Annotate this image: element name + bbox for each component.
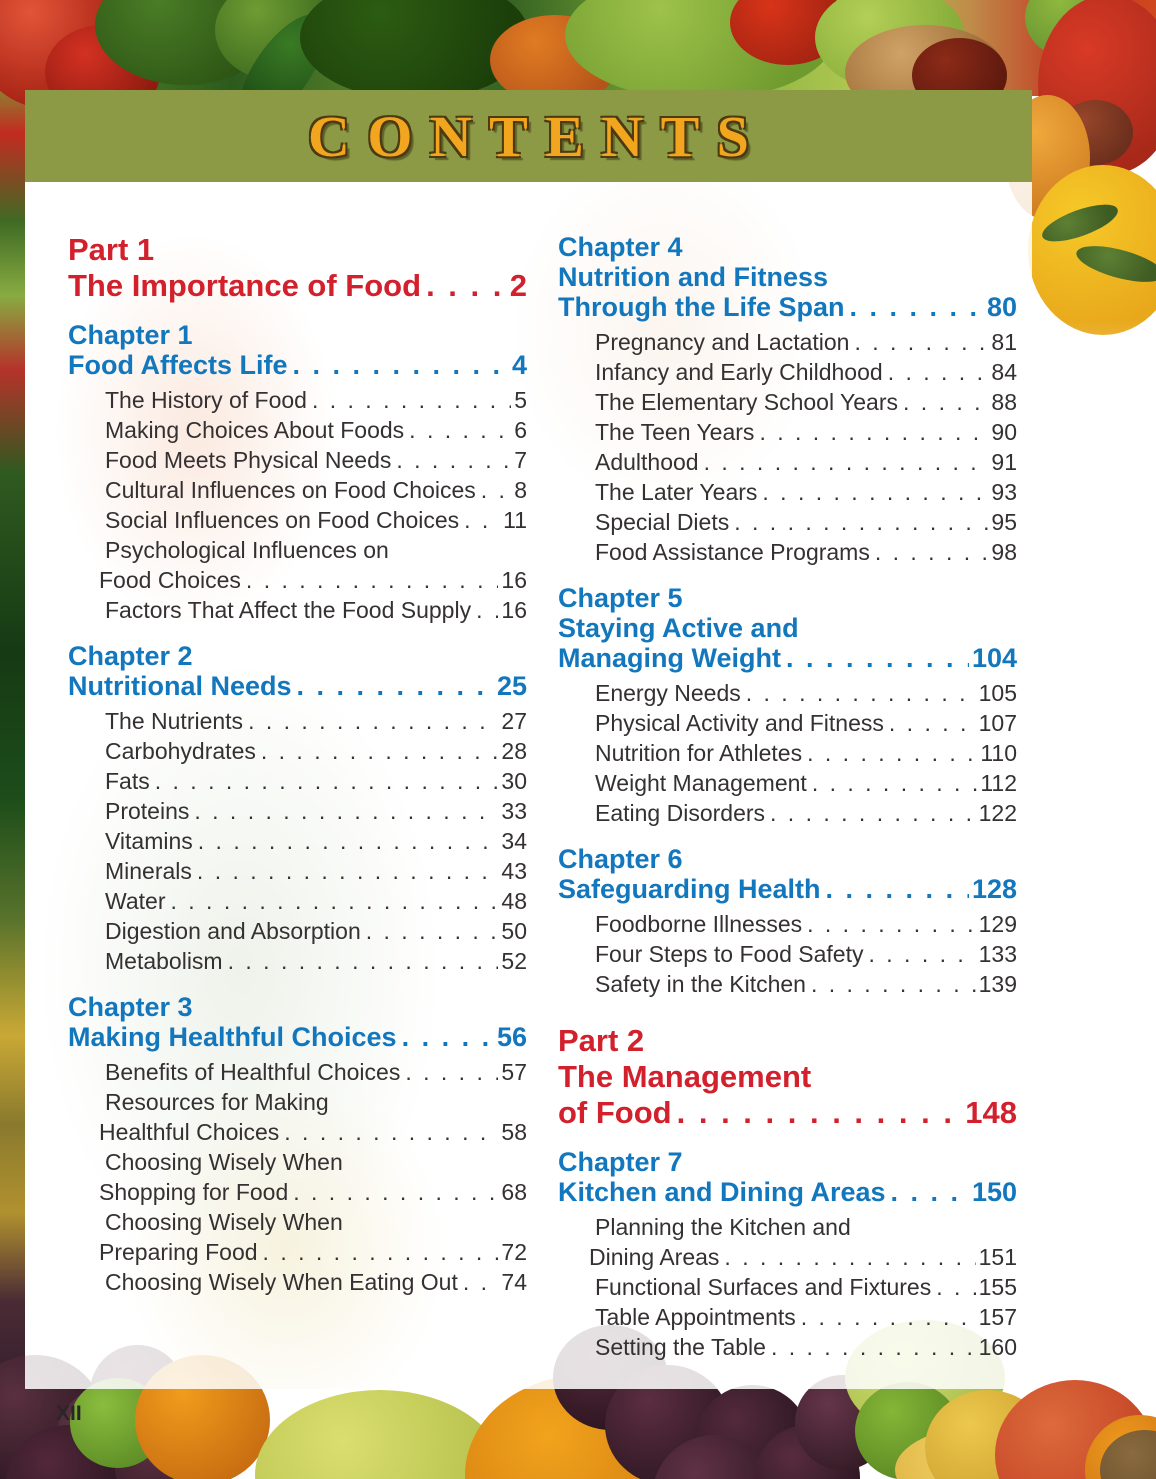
chapter-heading-page: 80 (986, 292, 1017, 322)
chapter-heading-line: Chapter 4 (558, 232, 683, 262)
toc-entry (68, 736, 527, 766)
toc-entry-label: Table Appointments (595, 1304, 796, 1330)
toc-entry-page: 84 (991, 359, 1017, 385)
toc-entry (68, 1267, 527, 1297)
toc-entry (68, 505, 527, 535)
toc-entry-label: The Later Years (595, 479, 758, 505)
toc-entry (68, 856, 527, 886)
toc-entry-label: Proteins (105, 798, 190, 824)
toc-entry (68, 1057, 527, 1087)
toc-entry (68, 475, 527, 505)
dot-leader (704, 447, 989, 477)
toc-entry (558, 678, 1017, 708)
toc-entry (68, 736, 527, 766)
chapter-block (68, 320, 527, 625)
toc-entry (558, 969, 1017, 999)
toc-entry-line: Resources for Making (105, 1089, 329, 1115)
toc-entry-page: 74 (501, 1269, 527, 1295)
chapter-heading-page: 4 (511, 350, 527, 380)
toc-entry-label: Choosing Wisely When Eating Out (105, 1269, 458, 1295)
dot-leader (246, 565, 498, 595)
toc-entry-label: The History of Food (105, 387, 307, 413)
toc-entry (68, 415, 527, 445)
toc-entry-line: Choosing Wisely When (105, 1149, 343, 1175)
toc-entry-page: 157 (978, 1304, 1017, 1330)
dot-leader (248, 706, 498, 736)
toc-entry (68, 706, 527, 736)
chapter-block (558, 583, 1017, 828)
toc-entry (558, 477, 1017, 507)
dot-leader (677, 1095, 963, 1131)
toc-entry (558, 507, 1017, 537)
dot-leader (171, 886, 499, 916)
toc-entry (68, 886, 527, 916)
toc-entry-page: 58 (501, 1119, 527, 1145)
toc-entry (68, 505, 527, 535)
toc-entry-label: Food Choices (99, 567, 241, 593)
toc-entry (68, 916, 527, 946)
toc-entry (558, 939, 1017, 969)
toc-entry-label: Digestion and Absorption (105, 918, 361, 944)
toc-entry (558, 1242, 1017, 1272)
toc-entry-label: Setting the Table (595, 1334, 766, 1360)
toc-entry-label: Cultural Influences on Food Choices (105, 477, 476, 503)
dot-leader (771, 1332, 976, 1362)
dot-leader (261, 736, 499, 766)
toc-entry-page: 110 (980, 740, 1017, 766)
dot-leader (762, 477, 988, 507)
part-block (68, 232, 527, 304)
toc-entry (68, 1057, 527, 1087)
toc-entry-label: Preparing Food (99, 1239, 258, 1265)
chapter-heading-line: Staying Active and (558, 613, 799, 643)
toc-entry (68, 415, 527, 445)
dot-leader (194, 796, 498, 826)
toc-entry (68, 916, 527, 946)
toc-entry-page: 112 (980, 770, 1017, 796)
toc-entry-label: The Nutrients (105, 708, 244, 734)
chapter-heading-page: 56 (496, 1022, 527, 1052)
part-heading-page: 2 (509, 268, 527, 303)
toc-entry-label: Four Steps to Food Safety (595, 941, 864, 967)
toc-entry-label: Shopping for Food (99, 1179, 289, 1205)
dot-leader (786, 643, 969, 673)
toc-entry-page: 33 (501, 798, 527, 824)
toc-entry (558, 738, 1017, 768)
toc-entry-page: 107 (978, 710, 1017, 736)
toc-entry-page: 155 (978, 1274, 1017, 1300)
toc-entry (558, 357, 1017, 387)
toc-entries (68, 706, 527, 976)
toc-entry (68, 595, 527, 625)
toc-entry (558, 909, 1017, 939)
toc-entry (68, 856, 527, 886)
chapter-heading-label: Managing Weight (558, 643, 781, 673)
toc-entry (558, 708, 1017, 738)
toc-entry (558, 1332, 1017, 1362)
dot-leader (366, 916, 499, 946)
toc-entry (68, 796, 527, 826)
part-heading-line: The Management (558, 1059, 812, 1094)
dot-leader (807, 909, 976, 939)
toc-entry (558, 798, 1017, 828)
dot-leader (155, 766, 499, 796)
contents-banner (25, 90, 1032, 182)
toc-entry (68, 826, 527, 856)
dot-leader (903, 387, 988, 417)
toc-entries (68, 385, 527, 625)
toc-entry (68, 475, 527, 505)
part-heading-label: The Importance of Food (68, 268, 422, 303)
chapter-heading-page: 104 (971, 643, 1017, 673)
toc-entry-label: Safety in the Kitchen (595, 971, 806, 997)
toc-entry (558, 738, 1017, 768)
toc-entry (558, 1302, 1017, 1332)
dot-leader (197, 856, 498, 886)
dot-leader (396, 445, 511, 475)
toc-entry (68, 1207, 527, 1267)
chapter-heading-page: 25 (496, 671, 527, 701)
toc-entry-label: Water (105, 888, 166, 914)
toc-entry-page: 30 (501, 768, 527, 794)
toc-entry (558, 768, 1017, 798)
toc-entry-page: 98 (991, 539, 1017, 565)
chapter-heading-line: Nutrition and Fitness (558, 262, 828, 292)
toc-entry (558, 969, 1017, 999)
toc-entry (68, 886, 527, 916)
dot-leader (849, 292, 983, 322)
toc-column-right (558, 232, 1017, 1362)
toc-entry (68, 385, 527, 415)
toc-entry-label: Dining Areas (589, 1244, 720, 1270)
dot-leader (263, 1237, 499, 1267)
toc-entry-line: Choosing Wisely When (105, 1209, 343, 1235)
dot-leader (854, 327, 988, 357)
toc-entry-page: 133 (978, 941, 1017, 967)
toc-entry (68, 385, 527, 415)
toc-entry-label: The Teen Years (595, 419, 755, 445)
toc-entry (68, 1147, 527, 1207)
dot-leader (426, 268, 507, 304)
toc-entry-page: 6 (514, 417, 527, 443)
toc-entry-label: Weight Management (595, 770, 807, 796)
toc-entries (558, 327, 1017, 567)
dot-leader (889, 708, 976, 738)
dot-leader (807, 738, 977, 768)
toc-entries (558, 909, 1017, 999)
toc-column-left (68, 232, 527, 1362)
chapter-heading (68, 350, 527, 380)
page-title: CONTENTS (308, 103, 767, 169)
toc-entry-page: 90 (991, 419, 1017, 445)
chapter-heading (558, 292, 1017, 322)
toc-entry-label: Adulthood (595, 449, 699, 475)
toc-entry-page: 95 (991, 509, 1017, 535)
toc-entry-page: 8 (514, 477, 527, 503)
toc-entry (68, 1177, 527, 1207)
dot-leader (198, 826, 499, 856)
toc-entry-page: 122 (978, 800, 1017, 826)
toc-entry-page: 34 (501, 828, 527, 854)
dot-leader (801, 1302, 976, 1332)
toc-entry (558, 387, 1017, 417)
toc-entry-line: Psychological Influences on (105, 537, 389, 563)
dot-leader (812, 768, 978, 798)
page-number: XII (56, 1402, 82, 1425)
toc-entry (558, 1302, 1017, 1332)
toc-entry (558, 708, 1017, 738)
toc-entry (558, 798, 1017, 828)
toc-entry (68, 766, 527, 796)
toc-entry-label: Energy Needs (595, 680, 741, 706)
chapter-heading-label: Making Healthful Choices (68, 1022, 397, 1052)
toc-entry-page: 7 (514, 447, 527, 473)
dot-leader (936, 1272, 975, 1302)
toc-entry-label: Functional Surfaces and Fixtures (595, 1274, 932, 1300)
toc-entry-label: Metabolism (105, 948, 223, 974)
dot-leader (293, 1177, 498, 1207)
dot-leader (724, 1242, 975, 1272)
toc-entry (558, 537, 1017, 567)
toc-entry (558, 909, 1017, 939)
chapter-heading (68, 671, 527, 701)
toc-entry-page: 88 (991, 389, 1017, 415)
toc-entry (558, 357, 1017, 387)
toc-entry-page: 68 (501, 1179, 527, 1205)
toc-entries (558, 678, 1017, 828)
dot-leader (770, 798, 976, 828)
dot-leader (481, 475, 511, 505)
toc-entry-page: 43 (501, 858, 527, 884)
dot-leader (284, 1117, 498, 1147)
part-heading-line: Part 1 (68, 232, 155, 267)
left-photo-border (0, 0, 25, 1479)
toc-entries (558, 1212, 1017, 1362)
dot-leader (875, 537, 989, 567)
toc-entry (68, 445, 527, 475)
toc-entry-page: 48 (501, 888, 527, 914)
toc-entry-label: Physical Activity and Fitness (595, 710, 884, 736)
toc-entry-line: Planning the Kitchen and (595, 1214, 851, 1240)
toc-entry-page: 16 (501, 597, 527, 623)
toc-entry (68, 1117, 527, 1147)
toc-entry-label: Carbohydrates (105, 738, 256, 764)
dot-leader (293, 350, 509, 380)
toc-entry (558, 417, 1017, 447)
part-heading-page: 148 (965, 1095, 1017, 1130)
dot-leader (891, 1177, 969, 1207)
toc-entry-label: Infancy and Early Childhood (595, 359, 883, 385)
toc-entry-page: 91 (991, 449, 1017, 475)
chapter-heading-label: Kitchen and Dining Areas (558, 1177, 886, 1207)
toc-entry-page: 57 (501, 1059, 527, 1085)
part-block (558, 1023, 1017, 1131)
chapter-heading-line: Chapter 5 (558, 583, 683, 613)
toc-entry-page: 52 (501, 948, 527, 974)
chapter-heading-label: Through the Life Span (558, 292, 845, 322)
dot-leader (409, 415, 511, 445)
chapter-heading (558, 1177, 1017, 1207)
chapter-heading-page: 128 (971, 874, 1017, 904)
toc-entry-label: Social Influences on Food Choices (105, 507, 460, 533)
chapter-heading-label: Food Affects Life (68, 350, 288, 380)
toc-entry (558, 327, 1017, 357)
dot-leader (888, 357, 989, 387)
toc-entry-label: Food Meets Physical Needs (105, 447, 392, 473)
chapter-block (558, 1147, 1017, 1362)
toc-entry-label: The Elementary School Years (595, 389, 899, 415)
toc-entry (68, 445, 527, 475)
toc-entry-label: Vitamins (105, 828, 193, 854)
chapter-block (558, 844, 1017, 999)
chapter-heading-line: Chapter 1 (68, 320, 193, 350)
toc-entry-label: Fats (105, 768, 150, 794)
toc-entry (558, 678, 1017, 708)
toc-entry-label: Food Assistance Programs (595, 539, 870, 565)
toc-entry-label: Special Diets (595, 509, 730, 535)
toc-entry (68, 595, 527, 625)
toc-entry (558, 1272, 1017, 1302)
toc-entry (68, 1237, 527, 1267)
dot-leader (811, 969, 976, 999)
toc-entry-label: Pregnancy and Lactation (595, 329, 850, 355)
toc-entry-page: 151 (978, 1244, 1017, 1270)
toc-entry-page: 50 (501, 918, 527, 944)
chapter-heading-line: Chapter 2 (68, 641, 193, 671)
chapter-heading (558, 643, 1017, 673)
toc-entry (68, 706, 527, 736)
toc-columns (68, 232, 1016, 1362)
toc-entry-page: 93 (991, 479, 1017, 505)
toc-entry (558, 1212, 1017, 1272)
toc-entry-label: Eating Disorders (595, 800, 766, 826)
toc-entry (558, 327, 1017, 357)
toc-entry-page: 129 (978, 911, 1017, 937)
toc-entry (68, 826, 527, 856)
toc-entry-page: 27 (501, 708, 527, 734)
toc-entry-page: 160 (978, 1334, 1017, 1360)
toc-entry (558, 1272, 1017, 1302)
toc-entry (558, 477, 1017, 507)
content-panel (25, 90, 1032, 1389)
toc-entry (68, 1267, 527, 1297)
dot-leader (312, 385, 511, 415)
toc-entry-label: Minerals (105, 858, 192, 884)
toc-entry (68, 796, 527, 826)
toc-entry-page: 139 (978, 971, 1017, 997)
dot-leader (297, 671, 494, 701)
toc-entry (68, 766, 527, 796)
dot-leader (463, 1267, 499, 1297)
chapter-heading-line: Chapter 3 (68, 992, 193, 1022)
toc-entry (68, 946, 527, 976)
chapter-heading-label: Safeguarding Health (558, 874, 821, 904)
toc-entry-page: 5 (514, 387, 527, 413)
toc-entry (558, 939, 1017, 969)
dot-leader (464, 505, 500, 535)
chapter-block (68, 992, 527, 1297)
chapter-heading-label: Nutritional Needs (68, 671, 292, 701)
toc-entry-page: 81 (991, 329, 1017, 355)
toc-entry (558, 1332, 1017, 1362)
toc-entry-label: Benefits of Healthful Choices (105, 1059, 401, 1085)
toc-entry (558, 417, 1017, 447)
part-heading (68, 268, 527, 304)
toc-entry (558, 387, 1017, 417)
toc-entry (68, 946, 527, 976)
toc-entry (558, 507, 1017, 537)
dot-leader (746, 678, 976, 708)
toc-entry-label: Foodborne Illnesses (595, 911, 803, 937)
toc-entry-label: Making Choices About Foods (105, 417, 405, 443)
chapter-block (558, 232, 1017, 567)
chapter-heading-line: Chapter 6 (558, 844, 683, 874)
chapter-heading (68, 1022, 527, 1052)
toc-entry (558, 537, 1017, 567)
toc-entry (68, 535, 527, 595)
toc-entry-page: 105 (978, 680, 1017, 706)
part-heading-line: Part 2 (558, 1023, 645, 1058)
chapter-heading-line: Chapter 7 (558, 1147, 683, 1177)
right-photo-fade (1032, 320, 1156, 490)
toc-entry-page: 72 (501, 1239, 527, 1265)
chapter-block (68, 641, 527, 976)
dot-leader (759, 417, 988, 447)
toc-entry-label: Factors That Affect the Food Supply (105, 597, 472, 623)
toc-entries (68, 1057, 527, 1297)
part-heading-label: of Food (558, 1095, 672, 1130)
dot-leader (402, 1022, 494, 1052)
toc-entry-page: 16 (501, 567, 527, 593)
dot-leader (826, 874, 969, 904)
dot-leader (405, 1057, 498, 1087)
chapter-heading (558, 874, 1017, 904)
toc-entry (558, 447, 1017, 477)
chapter-heading-page: 150 (971, 1177, 1017, 1207)
toc-entry (68, 565, 527, 595)
toc-entry (68, 1087, 527, 1147)
toc-entry-label: Healthful Choices (99, 1119, 280, 1145)
dot-leader (734, 507, 988, 537)
dot-leader (868, 939, 975, 969)
toc-entry-label: Nutrition for Athletes (595, 740, 803, 766)
part-heading (558, 1095, 1017, 1131)
dot-leader (228, 946, 499, 976)
toc-entry-page: 11 (503, 507, 527, 533)
toc-entry-page: 28 (501, 738, 527, 764)
dot-leader (476, 595, 498, 625)
toc-entry (558, 768, 1017, 798)
toc-entry (558, 447, 1017, 477)
